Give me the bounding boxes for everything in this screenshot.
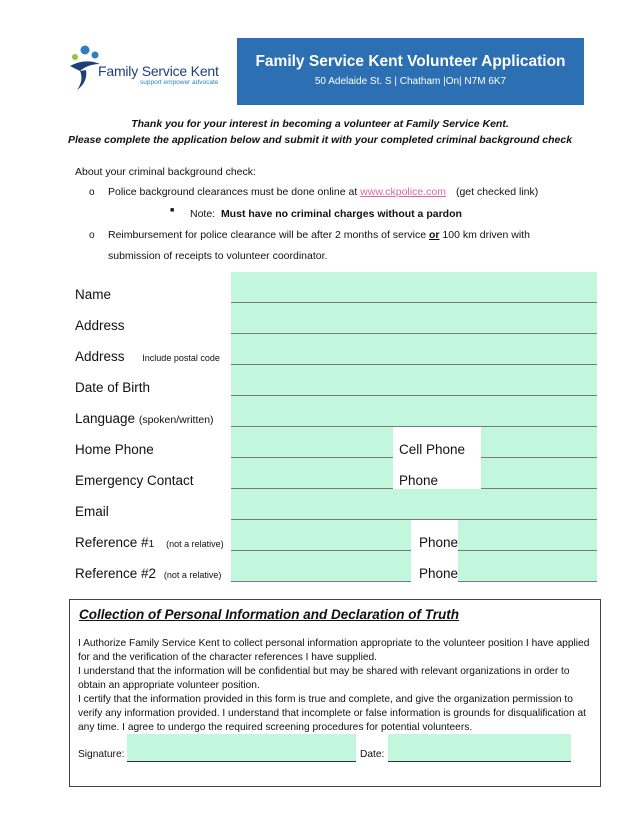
note-label: Note: [190,208,221,220]
declaration-box [69,599,601,787]
date-label: Date: [360,749,385,760]
note-bold: Must have no criminal charges without a pardon [220,208,462,220]
address-2-text: Address [75,349,125,364]
declaration-title: Collection of Personal Information and Declaration of Truth [79,607,460,622]
reference-1-text: Reference # [75,535,149,550]
address-input[interactable] [231,303,597,334]
emergency-contact-input[interactable] [231,458,393,489]
reference-1-number: 1 [148,538,155,550]
reference-2-label [75,566,221,581]
declaration-paragraph-2: I understand that the information will be confidential but may be shared with relevant organizations in order to obtain an appropriate volunteer position. [78,666,570,691]
address-2-input[interactable] [231,334,597,365]
ckpolice-link[interactable]: www.ckpolice.com [360,186,446,198]
bullet-police-clearance [108,186,538,198]
date-input[interactable] [388,734,571,762]
logo [68,44,238,94]
reference-1-input[interactable] [231,520,411,551]
reference-1-phone-label: Phone [419,535,459,550]
address-label: Address [75,318,125,333]
signature-label: Signature: [78,749,125,760]
intro-line-2: Please complete the application below and submit it with your completed criminal background check [67,134,573,146]
home-phone-input[interactable] [231,427,393,458]
home-phone-label: Home Phone [75,442,154,457]
language-input[interactable] [231,396,597,427]
reference-1-hint: (not a relative) [166,539,224,549]
bullet-reimbursement [108,229,530,241]
circle-bullet-icon: o [89,230,95,241]
dob-input[interactable] [231,365,597,396]
language-text: Language [75,411,136,426]
reference-2-text: Reference #2 [75,566,157,581]
note-line [190,208,462,220]
bullet-2-post: 100 km driven with [439,229,530,241]
logo-tagline: support empower advocate [140,79,219,86]
dob-label: Date of Birth [75,380,151,395]
bullet-1-text: Police background clearances must be done online at [108,186,361,198]
header-banner [237,38,584,105]
family-people-icon [68,44,102,92]
logo-name: Family Service Kent [98,63,219,79]
bullet-2-text: Reimbursement for police clearance will be after 2 months of service [108,229,429,241]
address-2-label [75,349,220,364]
emergency-phone-input[interactable] [481,458,597,489]
background-heading: About your criminal background check: [75,166,256,178]
circle-bullet-icon: o [89,187,95,198]
square-bullet-icon: ■ [170,207,175,214]
reference-2-phone-label: Phone [419,566,459,581]
declaration-paragraph-3: I certify that the information provided in this form is true and complete, and give the organization permission to verify any information provided. I understand that incomplete or false information is grounds for disqualification at any time. I agree to undergo the required screening procedures for potential volunteers. [78,694,586,733]
page-title: Family Service Kent Volunteer Application [255,53,566,70]
reference-2-hint: (not a relative) [163,570,222,580]
name-input[interactable] [231,272,597,303]
cell-phone-input[interactable] [481,427,597,458]
name-label: Name [75,287,112,302]
email-input[interactable] [231,489,597,520]
reference-2-input[interactable] [231,551,411,582]
emergency-contact-label: Emergency Contact [75,473,194,488]
language-hint: (spoken/written) [138,414,214,426]
emergency-phone-label: Phone [399,473,439,488]
address-2-hint: Include postal code [142,353,220,363]
cell-phone-label: Cell Phone [399,442,466,457]
reference-1-label [75,535,224,550]
address-line: 50 Adelaide St. S | Chatham |On| N7M 6K7 [314,76,507,87]
reference-1-phone-input[interactable] [458,520,597,551]
declaration-paragraph-1: I Authorize Family Service Kent to collect personal information appropriate to the volunteer position I have applied for and the verification of the character references I have supplied. [78,638,590,663]
signature-input[interactable] [127,734,356,762]
language-label [75,411,214,426]
email-label: Email [75,504,109,519]
intro-line-1: Thank you for your interest in becoming a volunteer at Family Service Kent. [131,118,509,130]
bullet-2-line-2: submission of receipts to volunteer coordinator. [108,250,328,262]
bullet-2-or: or [428,229,440,241]
reference-2-phone-input[interactable] [458,551,597,582]
bullet-1-suffix: (get checked link) [455,186,539,198]
